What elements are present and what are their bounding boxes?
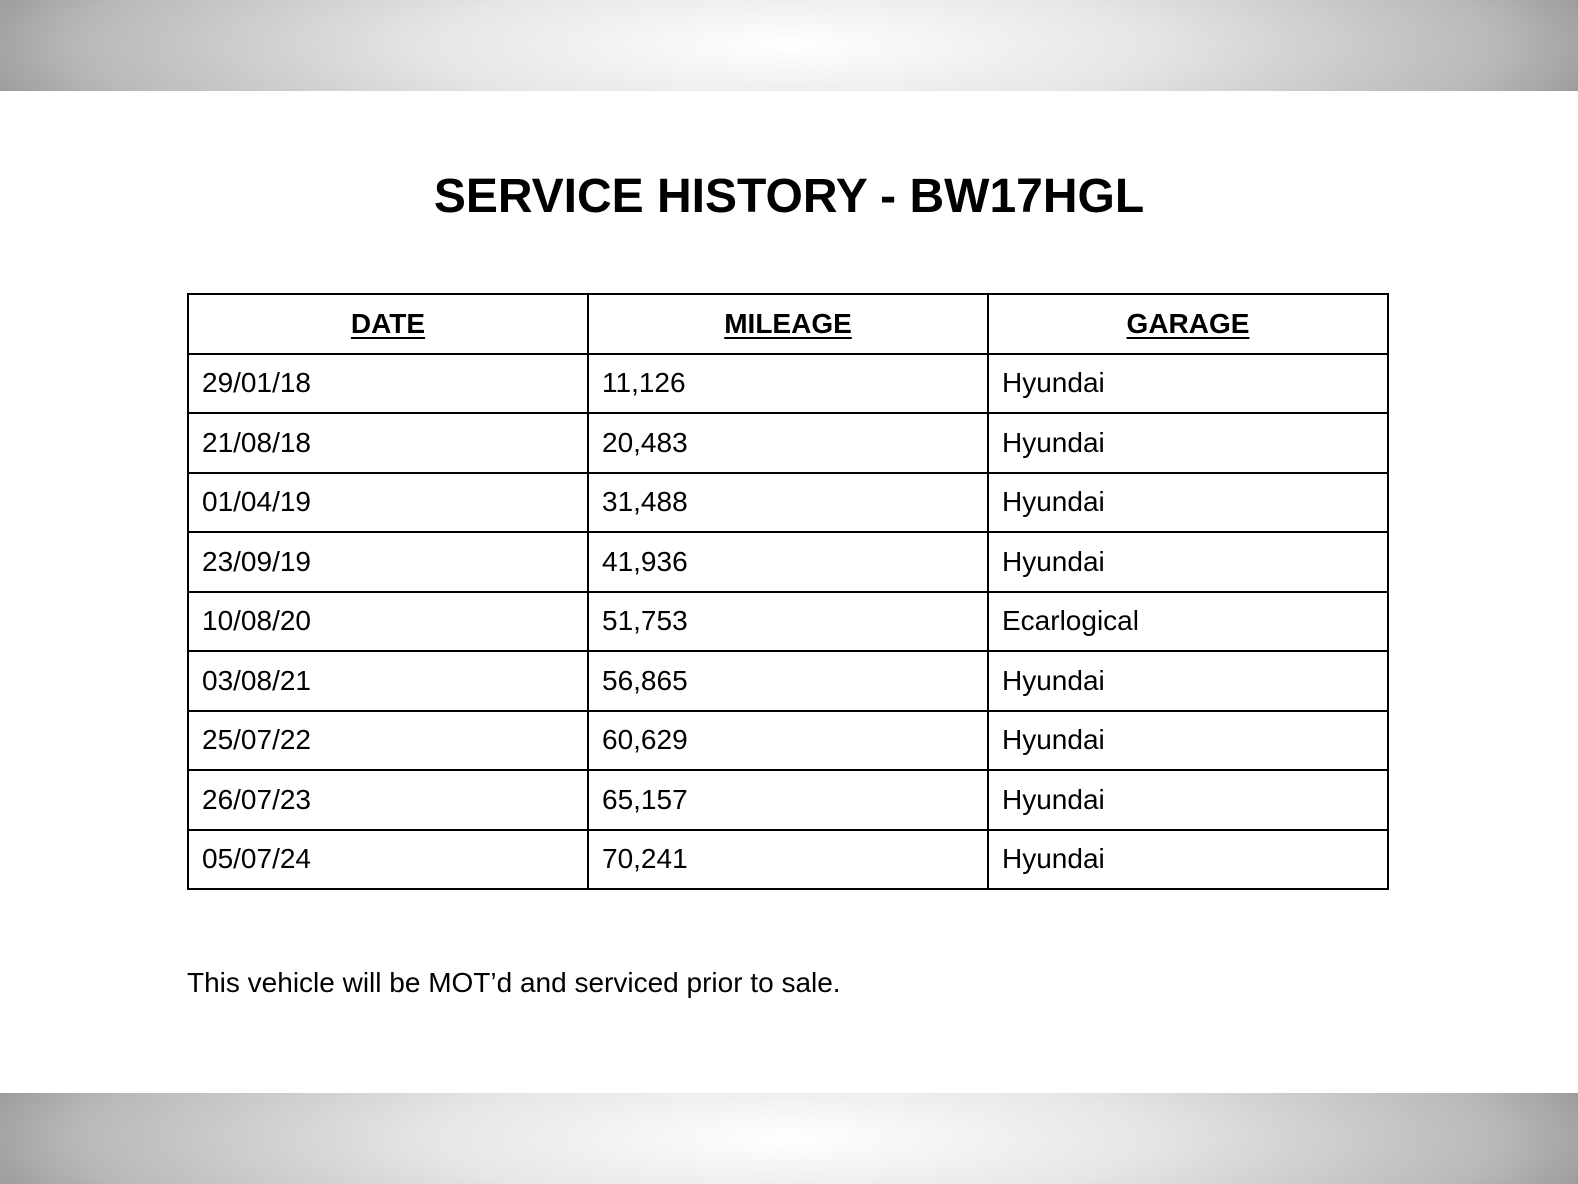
- cell-garage: Hyundai: [988, 770, 1388, 830]
- column-header-date: DATE: [188, 294, 588, 354]
- table-header-row: [188, 294, 1388, 354]
- cell-mileage: 56,865: [588, 651, 988, 711]
- cell-date: 21/08/18: [188, 413, 588, 473]
- cell-mileage: 20,483: [588, 413, 988, 473]
- page-title: SERVICE HISTORY - BW17HGL: [433, 170, 1145, 223]
- cell-garage: Hyundai: [988, 473, 1388, 533]
- cell-date: 23/09/19: [188, 532, 588, 592]
- cell-garage: Hyundai: [988, 532, 1388, 592]
- column-header-garage: GARAGE: [988, 294, 1388, 354]
- table-row: [188, 651, 1388, 711]
- cell-date: 01/04/19: [188, 473, 588, 533]
- sale-note: This vehicle will be MOT’d and serviced prior to sale.: [187, 967, 841, 998]
- table-row: [188, 592, 1388, 652]
- cell-mileage: 41,936: [588, 532, 988, 592]
- table-row: [188, 473, 1388, 533]
- cell-mileage: 31,488: [588, 473, 988, 533]
- cell-garage: Hyundai: [988, 354, 1388, 414]
- table-row: [188, 354, 1388, 414]
- cell-date: 25/07/22: [188, 711, 588, 771]
- cell-mileage: 60,629: [588, 711, 988, 771]
- table-row: [188, 532, 1388, 592]
- top-vignette-band: [0, 0, 1578, 91]
- cell-date: 10/08/20: [188, 592, 588, 652]
- table-row: [188, 413, 1388, 473]
- cell-mileage: 70,241: [588, 830, 988, 890]
- cell-date: 03/08/21: [188, 651, 588, 711]
- cell-date: 26/07/23: [188, 770, 588, 830]
- bottom-vignette-band: [0, 1093, 1578, 1184]
- column-header-mileage: MILEAGE: [588, 294, 988, 354]
- cell-date: 05/07/24: [188, 830, 588, 890]
- table-row: [188, 711, 1388, 771]
- cell-garage: Hyundai: [988, 830, 1388, 890]
- cell-date: 29/01/18: [188, 354, 588, 414]
- cell-garage: Ecarlogical: [988, 592, 1388, 652]
- table-row: [188, 770, 1388, 830]
- cell-mileage: 65,157: [588, 770, 988, 830]
- cell-mileage: 11,126: [588, 354, 988, 414]
- service-history-table: [187, 293, 1389, 890]
- cell-mileage: 51,753: [588, 592, 988, 652]
- table-row: [188, 830, 1388, 890]
- document-page: [0, 91, 1578, 1093]
- cell-garage: Hyundai: [988, 413, 1388, 473]
- cell-garage: Hyundai: [988, 711, 1388, 771]
- cell-garage: Hyundai: [988, 651, 1388, 711]
